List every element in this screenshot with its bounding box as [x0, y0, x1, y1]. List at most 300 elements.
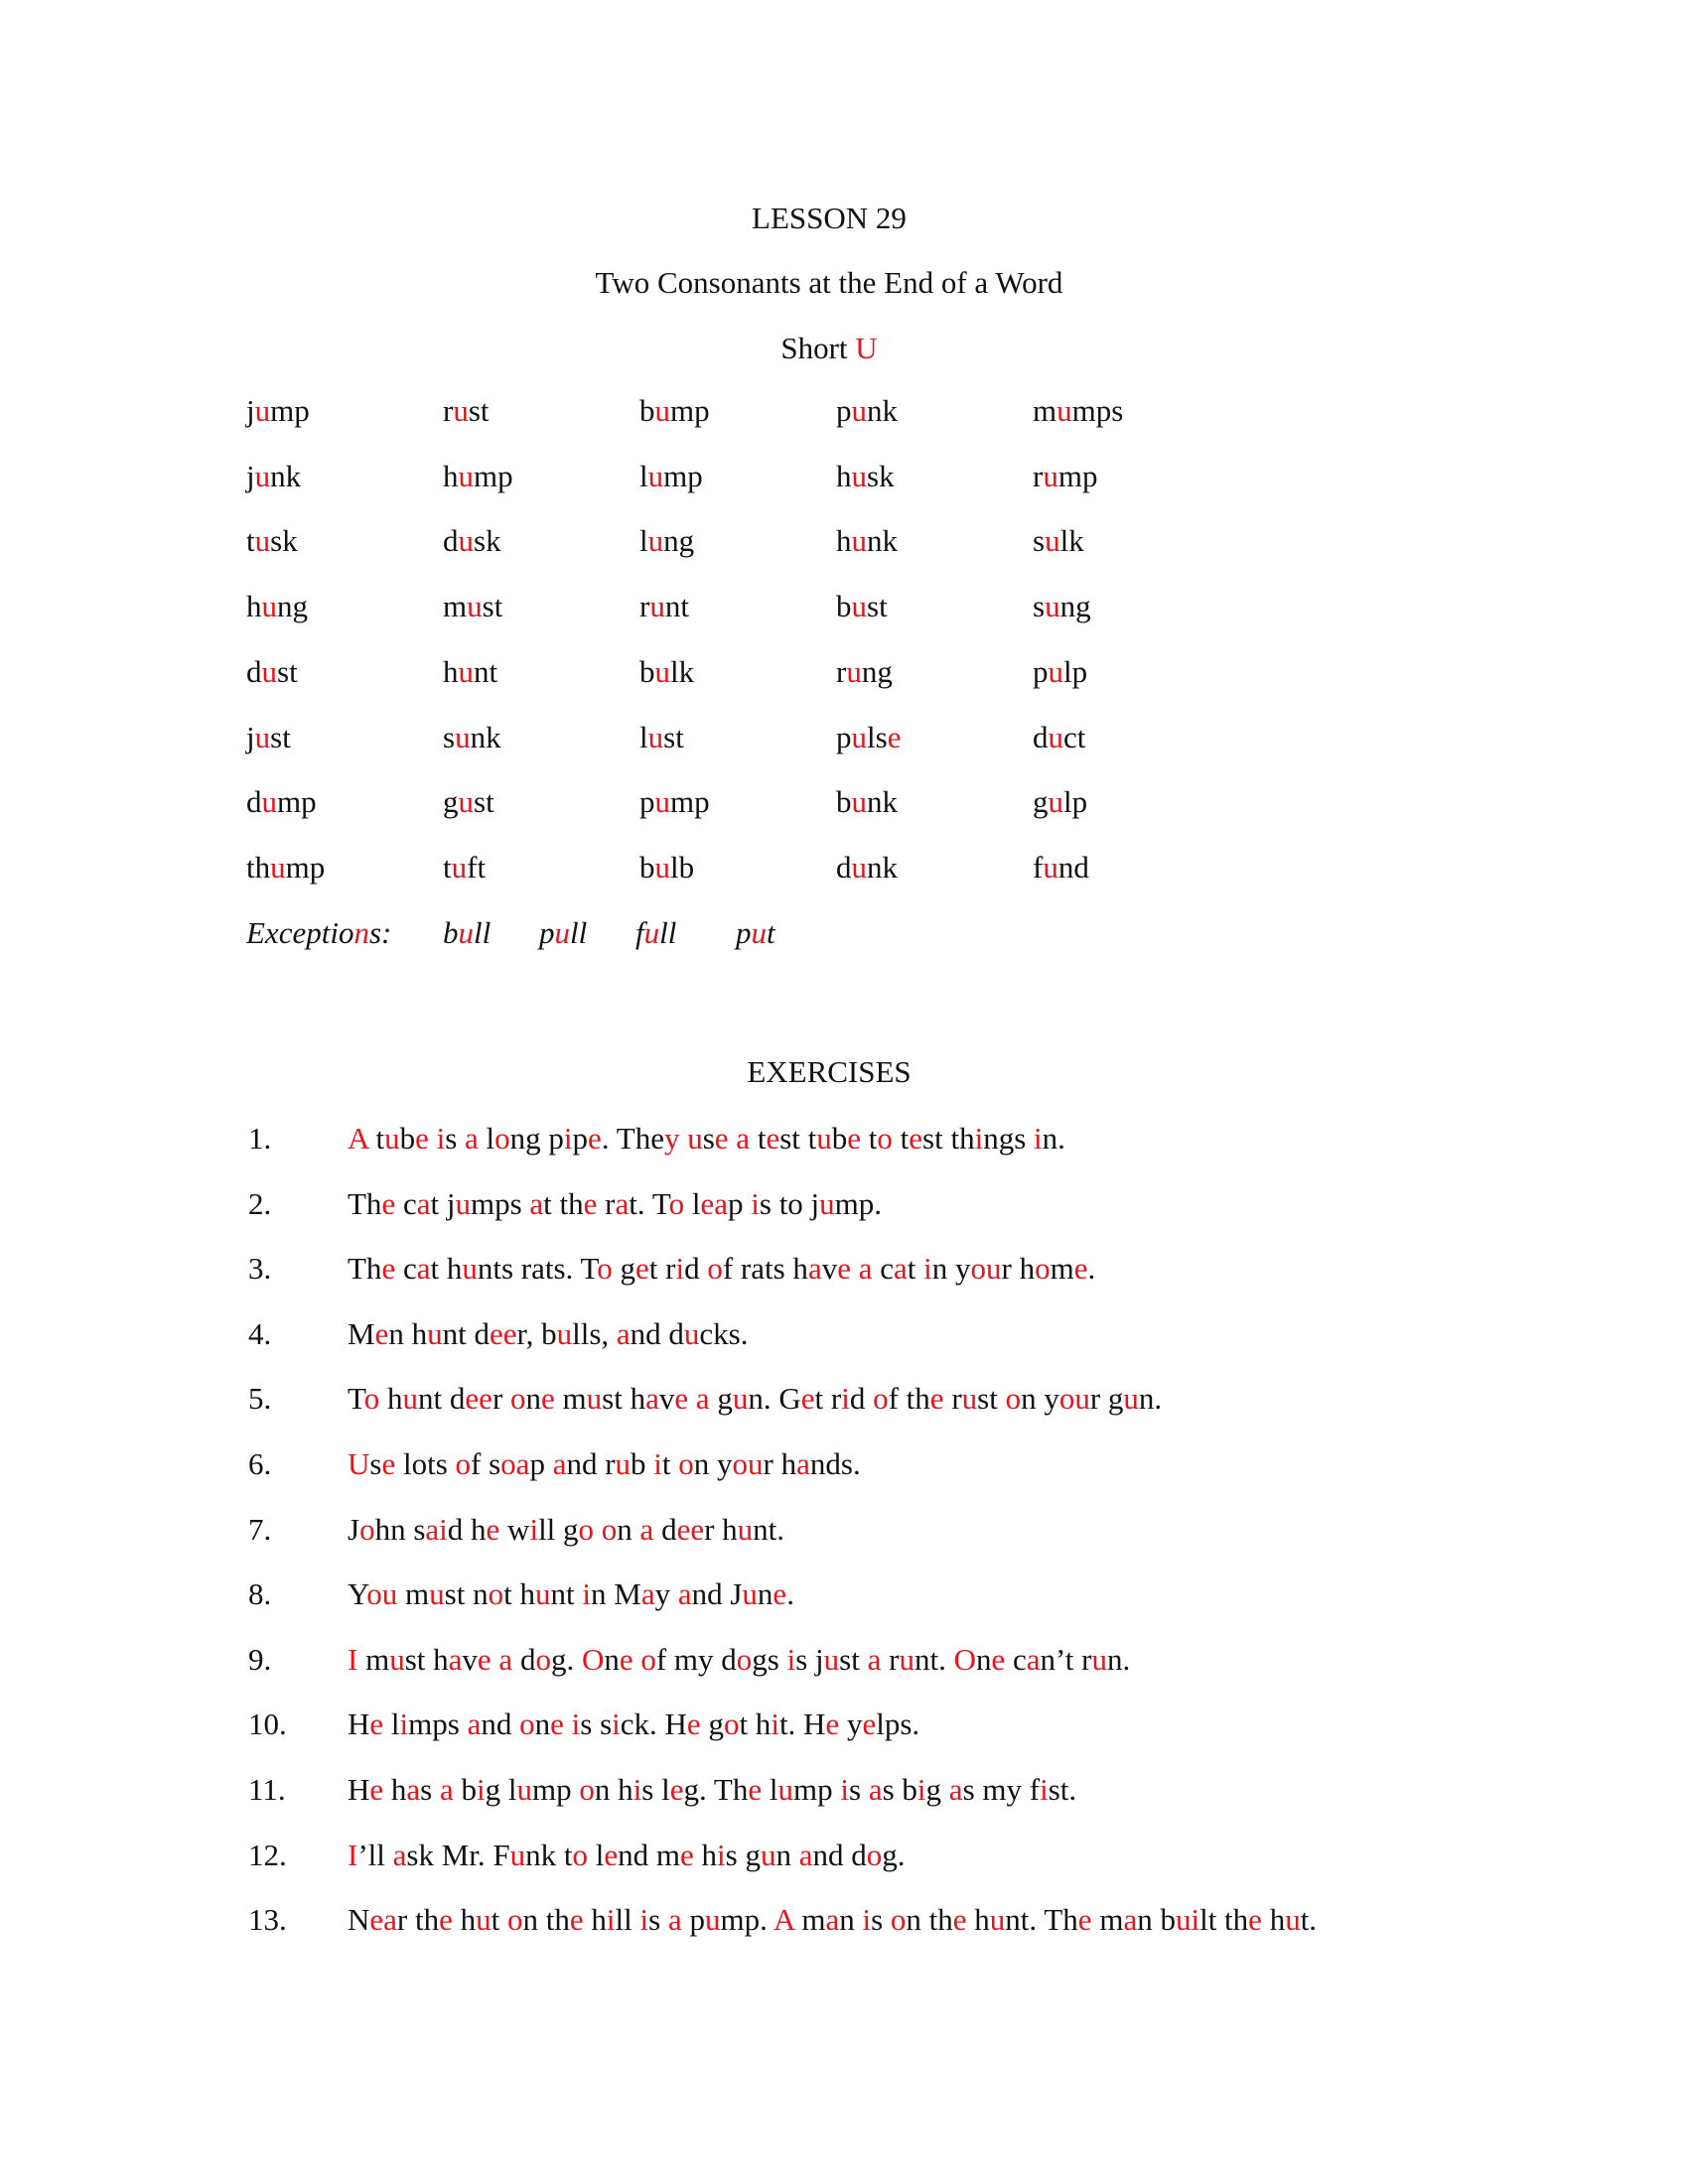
exercise-number: 7. — [248, 1511, 272, 1547]
sentence-text: s — [420, 1772, 440, 1807]
sentence-text: h — [1261, 1902, 1286, 1938]
sentence-highlight: ou — [366, 1576, 398, 1612]
sentence-text: s b — [882, 1772, 917, 1807]
sentence-text: c — [395, 1185, 417, 1221]
sentence-highlight: I — [348, 1641, 358, 1677]
sentence-text: n h — [594, 1772, 633, 1807]
sentence-text: l — [383, 1706, 400, 1742]
sentence-highlight: oa — [500, 1446, 530, 1481]
exception-word-highlight: u — [751, 915, 767, 950]
sentence-highlight: e — [550, 1706, 564, 1742]
sentence-text: t — [892, 1121, 910, 1156]
sentence-highlight: ai — [425, 1511, 448, 1547]
sentence-text — [594, 1512, 602, 1547]
word-text: lk — [670, 653, 695, 689]
word-text: mp — [663, 458, 703, 493]
exception-word-text: f — [635, 915, 644, 950]
word-text: j — [246, 719, 255, 754]
sentence-text — [564, 1706, 572, 1741]
sentence-text: l — [478, 1121, 495, 1156]
sentence-text: r h — [763, 1446, 797, 1481]
sentence-highlight: e — [680, 1837, 694, 1872]
sentence-text: J — [348, 1511, 360, 1547]
sentence-highlight: U — [348, 1446, 370, 1481]
sentence-text: st h — [404, 1641, 449, 1677]
sentence-text: hn s — [374, 1511, 426, 1547]
sentence-highlight: e — [1248, 1902, 1262, 1938]
exercise-item — [0, 1768, 1688, 1812]
exercise-sentence — [348, 1834, 906, 1877]
sentence-highlight: u — [816, 1121, 832, 1156]
word-text: mp — [277, 784, 317, 820]
sentence-highlight: e — [862, 1706, 877, 1742]
sentence-text: lots — [395, 1446, 456, 1481]
exceptions-label-text: Exceptio — [246, 915, 354, 950]
word-text: s — [443, 719, 456, 754]
sentence-text: lps. — [876, 1706, 920, 1742]
sentence-highlight: e — [381, 1251, 396, 1287]
word-text: mp — [670, 393, 710, 428]
sentence-highlight: o — [736, 1641, 753, 1677]
word-highlight: u — [254, 458, 271, 493]
sentence-text: nts rats. T — [477, 1251, 598, 1287]
sentence-highlight: e — [583, 1185, 598, 1221]
sentence-highlight: a — [465, 1121, 479, 1156]
word-cell — [1033, 519, 1084, 563]
sentence-highlight: i — [633, 1772, 642, 1807]
word-text: sk — [270, 523, 298, 559]
word-text: h — [836, 523, 852, 559]
word-cell — [639, 389, 710, 433]
sentence-highlight: i — [675, 1251, 685, 1287]
sentence-highlight: i — [974, 1121, 984, 1156]
sentence-highlight: o — [519, 1706, 535, 1742]
sentence-highlight: i — [771, 1706, 779, 1742]
word-text: ng — [861, 653, 893, 689]
sentence-highlight: i — [751, 1185, 760, 1221]
sentence-text: t — [367, 1121, 385, 1156]
sentence-highlight: o — [507, 1902, 523, 1938]
sentence-text: lt th — [1199, 1902, 1249, 1938]
sentence-highlight: i — [1034, 1121, 1043, 1156]
sentence-highlight: o — [572, 1837, 589, 1872]
word-highlight: u — [1048, 719, 1063, 754]
sentence-highlight: e — [748, 1772, 763, 1807]
word-cell — [443, 455, 513, 498]
sentence-text: r h — [1001, 1251, 1036, 1287]
sentence-highlight: e — [369, 1706, 384, 1742]
sentence-text: t r — [648, 1251, 676, 1287]
sentence-highlight: o — [578, 1511, 595, 1547]
sentence-highlight: i — [841, 1381, 850, 1417]
sentence-text: r — [492, 1381, 511, 1417]
word-cell — [639, 519, 694, 563]
word-highlight: u — [261, 784, 277, 820]
sentence-highlight: u — [989, 1902, 1006, 1938]
sentence-highlight: i — [840, 1772, 849, 1807]
sentence-text: v — [462, 1641, 478, 1677]
sentence-highlight: e — [773, 1576, 787, 1612]
word-highlight: u — [254, 393, 271, 428]
sentence-text: mp — [793, 1772, 841, 1807]
sentence-text: st t — [779, 1121, 817, 1156]
sentence-text: t — [907, 1251, 924, 1287]
word-text: h — [443, 653, 459, 689]
word-text: h — [836, 458, 852, 493]
sentence-text: n. — [1106, 1641, 1131, 1677]
word-text: ng — [663, 523, 695, 559]
sentence-text: r — [597, 1185, 616, 1221]
sentence-highlight: i — [477, 1772, 486, 1807]
sentence-text: n. G — [748, 1381, 801, 1417]
sentence-text: nd r — [566, 1446, 616, 1481]
sentence-text: st h — [602, 1381, 646, 1417]
sentence-text: nt d — [418, 1381, 466, 1417]
word-text: p — [1033, 653, 1049, 689]
word-highlight: u — [467, 589, 483, 624]
exercise-number: 9. — [248, 1641, 272, 1677]
word-cell — [1033, 716, 1085, 759]
sentence-text: b — [453, 1772, 478, 1807]
word-highlight: u — [851, 393, 867, 428]
exception-word-text: t — [767, 915, 775, 950]
sentence-highlight: e — [766, 1121, 780, 1156]
sentence-highlight: e — [369, 1772, 384, 1807]
word-cell — [1033, 650, 1087, 694]
word-cell — [836, 455, 895, 498]
word-text: mp — [670, 784, 710, 820]
sentence-highlight: e — [714, 1121, 729, 1156]
sentence-text: s — [445, 1121, 466, 1156]
sentence-text: m — [397, 1576, 430, 1612]
sentence-text: n b — [1137, 1902, 1176, 1938]
word-text: h — [246, 589, 262, 624]
sentence-text: t. T — [629, 1185, 669, 1221]
sentence-highlight: i — [571, 1706, 581, 1742]
sentence-text: t — [750, 1121, 767, 1156]
sentence-text: m — [1050, 1251, 1074, 1287]
sentence-highlight: a — [529, 1185, 544, 1221]
sentence-text: g. Th — [683, 1772, 749, 1807]
word-text: t — [246, 523, 255, 559]
sentence-text: M — [348, 1315, 375, 1351]
word-highlight: u — [453, 393, 469, 428]
word-cell — [443, 780, 494, 824]
sentence-highlight: a — [406, 1772, 421, 1807]
word-text: st — [474, 784, 494, 820]
sentence-highlight: e — [825, 1706, 840, 1742]
sentence-text: n h — [388, 1315, 428, 1351]
sentence-text: c — [395, 1251, 417, 1287]
sentence-text: y — [654, 1576, 678, 1612]
word-row — [0, 455, 1688, 498]
word-highlight: e — [887, 719, 902, 754]
word-text: l — [639, 458, 648, 493]
exception-word-text: ll — [570, 915, 588, 950]
exceptions-label-text: s: — [368, 915, 392, 950]
word-cell — [246, 846, 325, 889]
sentence-highlight: o — [678, 1446, 694, 1481]
sentence-text: g — [709, 1381, 733, 1417]
sentence-text: y — [839, 1706, 863, 1742]
word-text: lk — [1059, 523, 1084, 559]
word-text: st — [867, 589, 888, 624]
sentence-highlight: u — [516, 1772, 533, 1807]
section-heading — [0, 329, 1658, 368]
sentence-text: b — [831, 1121, 848, 1156]
sentence-highlight: u — [1123, 1381, 1139, 1417]
word-cell — [443, 716, 501, 759]
sentence-highlight: e — [847, 1121, 862, 1156]
exercise-item — [0, 1898, 1688, 1942]
sentence-highlight: u — [509, 1837, 526, 1872]
word-highlight: u — [1043, 458, 1058, 493]
sentence-highlight: e — [374, 1315, 389, 1351]
sentence-highlight: o — [510, 1381, 526, 1417]
sentence-highlight: o — [494, 1121, 510, 1156]
sentence-text: n th — [522, 1902, 570, 1938]
word-text: ft — [467, 849, 487, 885]
section-heading-letter: U — [855, 331, 878, 365]
word-cell — [836, 519, 898, 563]
sentence-highlight: i — [717, 1837, 726, 1872]
sentence-text: r h — [704, 1511, 738, 1547]
word-text: nk — [867, 849, 898, 885]
sentence-highlight: o — [488, 1576, 504, 1612]
exercise-item — [0, 1117, 1688, 1160]
sentence-highlight: a — [645, 1381, 659, 1417]
word-cell — [443, 519, 501, 563]
sentence-text: Y — [348, 1576, 367, 1612]
sentence-text: nd — [481, 1706, 520, 1742]
word-highlight: u — [649, 589, 665, 624]
sentence-highlight: e — [619, 1641, 633, 1677]
exception-word-highlight: u — [458, 915, 474, 950]
exercise-number: 2. — [248, 1185, 272, 1221]
exercise-item — [0, 1508, 1688, 1552]
sentence-text: ck. H — [620, 1706, 687, 1742]
sentence-text: t. — [1300, 1902, 1318, 1938]
sentence-text: mps — [470, 1185, 530, 1221]
word-cell — [246, 585, 308, 628]
sentence-text: mp. — [720, 1902, 774, 1938]
sentence-highlight: i — [639, 1902, 649, 1938]
sentence-text: nk t — [525, 1837, 573, 1872]
sentence-text: p — [529, 1446, 553, 1481]
exercise-number: 5. — [248, 1381, 272, 1417]
word-text: st — [468, 393, 490, 428]
word-cell — [443, 585, 502, 628]
sentence-text: st th — [922, 1121, 975, 1156]
sentence-text: mp — [532, 1772, 580, 1807]
sentence-text: p — [728, 1185, 752, 1221]
word-cell — [1033, 389, 1123, 433]
sentence-highlight: ea — [369, 1902, 397, 1938]
sentence-highlight: u — [683, 1315, 700, 1351]
sentence-highlight: o — [359, 1511, 375, 1547]
sentence-text: H — [348, 1772, 370, 1807]
sentence-text: s — [702, 1121, 715, 1156]
sentence-highlight: e — [381, 1185, 396, 1221]
sentence-text: n’t r — [1040, 1641, 1092, 1677]
exercise-sentence — [348, 1638, 1130, 1682]
word-text: ng — [277, 589, 308, 624]
sentence-highlight: a — [1026, 1641, 1041, 1677]
sentence-text: r, b — [516, 1315, 557, 1351]
exercise-number: 12. — [248, 1837, 287, 1872]
exercise-number: 8. — [248, 1576, 272, 1612]
sentence-highlight: u — [384, 1121, 400, 1156]
sentence-highlight: o — [579, 1772, 595, 1807]
word-text: lp — [1063, 784, 1088, 820]
sentence-text: r th — [396, 1902, 440, 1938]
sentence-highlight: u — [1091, 1641, 1107, 1677]
sentence-highlight: a — [736, 1121, 751, 1156]
exercise-item — [0, 1182, 1688, 1226]
sentence-highlight: o — [1035, 1251, 1051, 1287]
sentence-text: nd d — [812, 1837, 867, 1872]
word-text: sk — [474, 523, 501, 559]
sentence-highlight: e — [635, 1251, 649, 1287]
sentence-text: Th — [348, 1251, 382, 1287]
sentence-highlight: e — [929, 1381, 944, 1417]
sentence-text — [429, 1121, 437, 1156]
sentence-text: H — [348, 1706, 370, 1742]
exception-word — [736, 911, 775, 955]
word-text: st — [270, 719, 291, 754]
sentence-text: d — [512, 1641, 536, 1677]
sentence-text: s to j — [759, 1185, 820, 1221]
sentence-text: t th — [543, 1185, 584, 1221]
sentence-highlight: o — [890, 1902, 907, 1938]
word-text: nt — [664, 589, 689, 624]
sentence-text: nd J — [691, 1576, 743, 1612]
sentence-highlight: i — [399, 1706, 409, 1742]
word-text: nd — [1057, 849, 1089, 885]
sentence-text: N — [348, 1902, 370, 1938]
sentence-text: ll g — [538, 1511, 579, 1547]
word-text: h — [443, 458, 459, 493]
sentence-text: m — [1091, 1902, 1124, 1938]
exception-word-highlight: u — [643, 915, 660, 950]
sentence-text: l — [762, 1772, 778, 1807]
sentence-highlight: a — [467, 1706, 482, 1742]
word-text: t — [443, 849, 452, 885]
sentence-text: sk Mr. F — [406, 1837, 510, 1872]
word-text: r — [639, 589, 650, 624]
sentence-text: f th — [888, 1381, 930, 1417]
word-highlight: u — [1045, 589, 1060, 624]
sentence-text: st — [977, 1381, 1006, 1417]
sentence-highlight: i — [436, 1121, 446, 1156]
word-cell — [1033, 585, 1091, 628]
sentence-text: n — [757, 1576, 774, 1612]
sentence-text: n — [617, 1511, 640, 1547]
word-text: nt — [474, 653, 498, 689]
exercise-item — [0, 1442, 1688, 1486]
sentence-highlight: O — [581, 1641, 605, 1677]
sentence-highlight: a — [1123, 1902, 1138, 1938]
sentence-text: h — [583, 1902, 607, 1938]
word-text: nk — [867, 393, 898, 428]
sentence-text: n y — [693, 1446, 733, 1481]
word-highlight: u — [261, 589, 277, 624]
sentence-text: s l — [641, 1772, 670, 1807]
word-cell — [246, 780, 317, 824]
sentence-highlight: a — [807, 1251, 822, 1287]
sentence-text: st n — [444, 1576, 489, 1612]
sentence-highlight: u — [427, 1315, 443, 1351]
sentence-highlight: a — [798, 1837, 813, 1872]
sentence-highlight: u — [732, 1381, 749, 1417]
word-highlight: u — [254, 719, 271, 754]
sentence-text: v — [821, 1251, 838, 1287]
word-highlight: u — [458, 653, 474, 689]
sentence-highlight: a — [616, 1315, 631, 1351]
sentence-highlight: i — [1040, 1772, 1049, 1807]
exercise-number: 1. — [248, 1121, 272, 1156]
sentence-highlight: I — [348, 1837, 358, 1872]
word-text: m — [1033, 393, 1057, 428]
exceptions-label-highlight: n — [353, 915, 369, 950]
sentence-highlight: u — [476, 1902, 492, 1938]
exercise-sentence — [348, 1117, 1065, 1160]
sentence-text: t — [661, 1446, 679, 1481]
sentence-text: nd m — [618, 1837, 681, 1872]
exercise-sentence — [348, 1703, 919, 1746]
word-text: m — [443, 589, 468, 624]
word-highlight: u — [851, 458, 867, 493]
sentence-text: g — [612, 1251, 636, 1287]
exercise-number: 10. — [248, 1706, 287, 1742]
word-text: f — [1033, 849, 1044, 885]
word-highlight: u — [458, 523, 474, 559]
sentence-text: n th — [906, 1902, 953, 1938]
word-text: mp — [474, 458, 513, 493]
sentence-text: n y — [931, 1251, 971, 1287]
sentence-text: c — [1005, 1641, 1027, 1677]
sentence-text: g. — [882, 1837, 906, 1872]
sentence-text: p — [681, 1902, 705, 1938]
sentence-highlight: e — [415, 1121, 429, 1156]
exercise-item — [0, 1834, 1688, 1877]
exercise-item — [0, 1703, 1688, 1746]
sentence-text: d — [849, 1381, 874, 1417]
exception-word — [539, 911, 587, 955]
sentence-highlight: e — [800, 1381, 815, 1417]
word-text: l — [639, 719, 648, 754]
sentence-text: s my f — [962, 1772, 1041, 1807]
word-text: r — [836, 653, 847, 689]
word-cell — [246, 455, 301, 498]
sentence-text: d — [684, 1251, 708, 1287]
word-highlight: u — [851, 719, 867, 754]
sentence-highlight: ou — [970, 1251, 1002, 1287]
word-text: nk — [867, 784, 898, 820]
sentence-text: ll — [615, 1902, 640, 1938]
sentence-text: . — [1087, 1251, 1096, 1287]
exercise-sentence — [348, 1182, 882, 1226]
exception-word-text: b — [443, 915, 459, 950]
word-highlight: u — [846, 653, 862, 689]
sentence-highlight: u — [534, 1576, 551, 1612]
sentence-text: g l — [485, 1772, 517, 1807]
word-text: mp — [285, 849, 326, 885]
exercise-item — [0, 1572, 1688, 1616]
sentence-text — [688, 1381, 696, 1416]
sentence-highlight: ou — [732, 1446, 764, 1481]
sentence-text: ng p — [509, 1121, 564, 1156]
